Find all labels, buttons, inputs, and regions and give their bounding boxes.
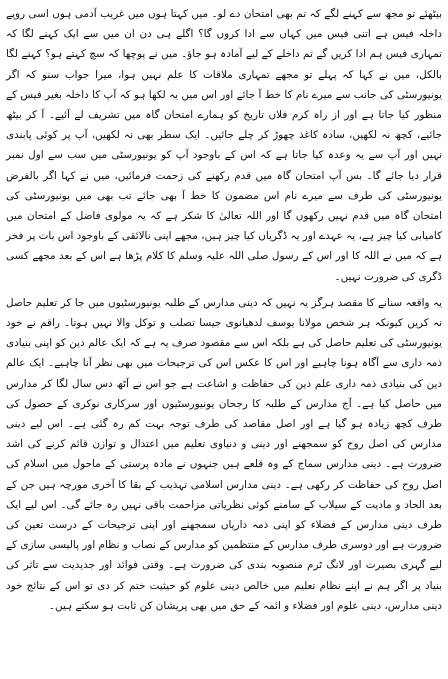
article-paragraph: بیٹھئے تو مجھ سے کہنے لگے کہ تم بھی امتحان دے لو۔ میں کہتا ہوں میں غریب آدمی ہوں اسی روپے داخلہ فیس ہے اتنی فیس میں کہاں سے ادا کروں گا؟ اگلے ہی دن ان میں سے ایک کہنے لگا کہ تمہاری فیس ہم ادا کریں گے تم داخلے کے لیے آمادہ ہو جاؤ۔ میں نے پوچھا کہ سچ کہتے ہو؟ کہنے لگا بالکل، میں نے کہا کہ پہلے تو مجھے تمہاری ملاقات کا علم نہیں ہوا، میرا جواب سنو کہ اگر یونیورسٹی کی جانب سے میرے نام کا خط آ جائے اور اس میں یہ لکھا ہو کہ آپ کا داخلہ بغیر فیس کے منظور کیا جاتا ہے اور از راہ کرم فلاں تاریخ کو ہمارے امتحان گاہ میں تشریف لے آئیے۔ آ کر بیٹھ جائیے، کچھ نہ لکھیں، سادہ کاغذ چھوڑ کر چلے جائیں۔ ایک سطر بھی نہ لکھیں، آپ پر کوئی پابندی نہیں اور آپ سے یہ وعدہ کیا جاتا ہے کہ اس کے باوجود آپ کو یونیورسٹی میں سب سے اول نمبر قرار دیا جائے گا۔ بس آپ امتحان گاہ میں قدم رکھنے کی زحمت فرمائیں، میں نے کہا اگر بالفرض یونیورسٹی کی طرف سے میرے نام اس مضمون کا خط آ بھی جائے تب بھی میں یونیورسٹی کی امتحان گاہ میں قدم نہیں رکھوں گا اور اللہ تعالیٰ کا شکر ہے کہ یہ مولوی فاضل کے امتحان میں کامیابی کیا چیز ہے، یہ عہدے اور یہ ڈگریاں کیا چیز ہیں، مجھے اپنی نالائقی کے باوجود اس بات پر فخر ہے کہ میں نے اللہ کا اور اس کے رسول صلی اللہ علیہ وسلم کا کلام پڑھا ہے اس کے بعد مجھے کسی ڈگری کی ضرورت نہیں۔ bbox=[6, 8, 442, 283]
article-paragraph: یہ واقعہ سنانے کا مقصد ہرگز یہ نہیں کہ دینی مدارس کے طلبہ یونیورسٹیوں میں جا کر تعلیم حاصل نہ کریں کیونکہ ہر شخص مولانا یوسف لدھیانوی جیسا تصلب و توکل والا نہیں ہوتا۔ راقم نے خود یونیورسٹی کی تعلیم حاصل کی ہے بلکہ اس سے مقصود صرف یہ ہے کہ ایک عالم دین کو اپنی بنیادی ذمہ داری سے آگاہ ہونا چاہیے اور اس کا عکس اس کی ترجیحات میں بھی نظر آنا چاہیے۔ ایک عالم دین کی بنیادی ذمہ داری علم دین کی حفاظت و اشاعت ہے جو اس نے آٹھ دس سال لگا کر مدارس میں حاصل کیا ہے۔ آج مدارس کے طلبہ کا رجحان یونیورسٹیوں اور سرکاری نوکری کے حصول کی طرف کچھ زیادہ ہو گیا ہے اور اصل مقاصد کی طرف توجہ بہت کم رہ گئی ہے۔ اس لیے دینی مدارس کی اصل روح کو سمجھنے اور دینی و دنیاوی تعلیم میں اعتدال و توازن قائم کرنے کی اشد ضرورت ہے۔ دینی مدارس سماج کے وہ قلعے ہیں جنہوں نے مادہ پرستی کے ماحول میں اسلام کی اصل روح کی حفاظت کر رکھی ہے۔ دینی مدارس اسلامی تہذیب کے بقا کا آخری مورچہ ہیں جن کے بعد الحاد و مادیت کے سیلاب کے سامنے کوئی نظریاتی مزاحمت باقی نہیں رہ جائے گی۔ اس لیے ایک طرف دینی مدارس کے فضلاء کو اپنی ذمہ داریاں سمجھنے اور اپنی ترجیحات کے درست تعین کی ضرورت ہے اور دوسری طرف مدارس کے منتظمین کو مدارس کے نصاب و نظام اور پالیسی سازی کے لیے گہری بصیرت اور لانگ ٹرم منصوبہ بندی کی ضرورت ہے۔ وقتی فوائد اور جدیدیت سے تاثر کی بنیاد پر اگر ہم نے اپنے نظام تعلیم میں خالص دینی علوم کو حیثیت ختم کر دی تو اس کے نتائج خود دینی مدارس، دینی علوم اور فضلاء و ائمہ کے حق میں بھی پریشان کن ثابت ہو سکتے ہیں۔ bbox=[6, 296, 442, 612]
